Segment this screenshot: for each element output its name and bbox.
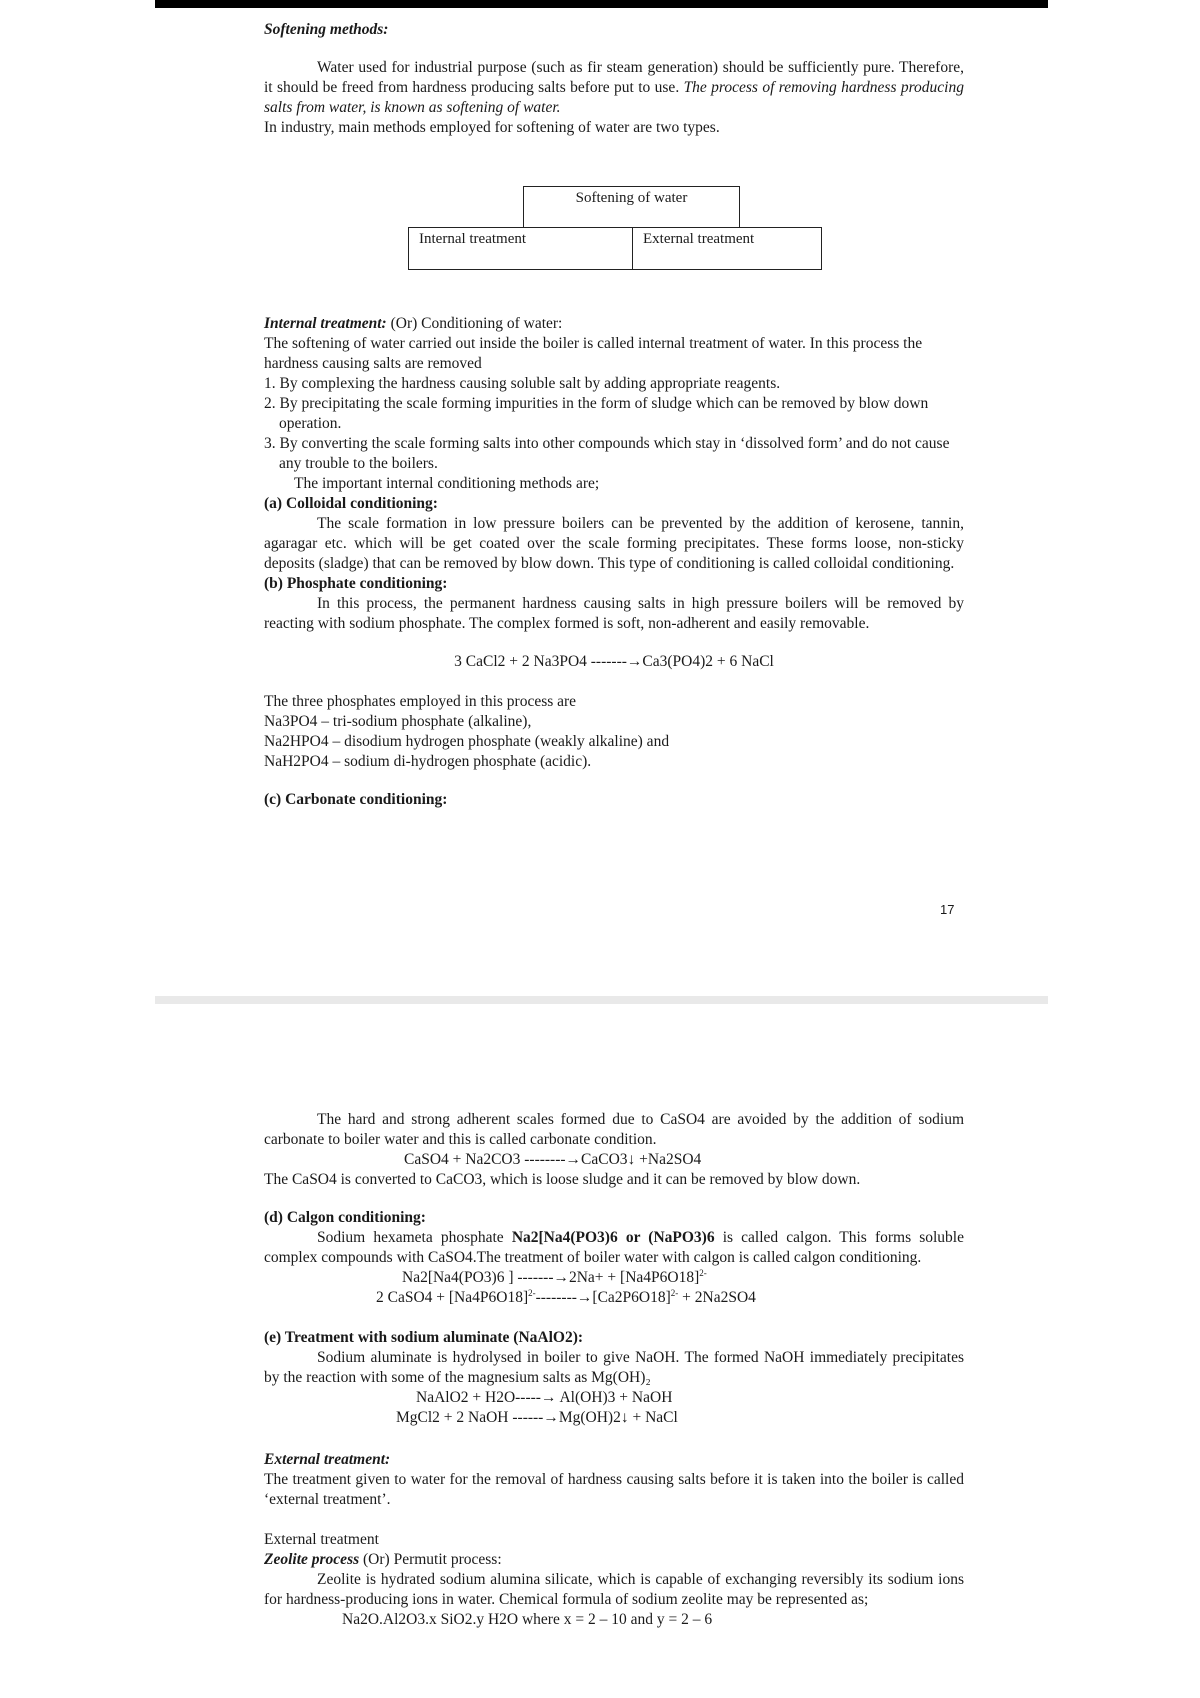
list-item: 2. By precipitating the scale forming impurities in the form of sludge which can be removed by blow down operation.: [264, 395, 929, 432]
diagram-right-label: External treatment: [643, 231, 755, 247]
external-body: The treatment given to water for the removal of hardness causing salts before it is taken into the boiler is called ‘external treatment’.: [264, 1471, 964, 1508]
carbonate-title: (c) Carbonate conditioning:: [264, 791, 448, 808]
methods-intro: The important internal conditioning methods are;: [294, 475, 600, 492]
calgon-equation-2: [264, 1288, 964, 1308]
internal-title: Internal treatment:: [264, 315, 387, 332]
external-title: External treatment:: [264, 1451, 391, 1468]
intro-types: In industry, main methods employed for softening of water are two types.: [264, 119, 720, 136]
zeolite-title-rest: (Or) Permutit process:: [359, 1551, 502, 1568]
calgon-eq2-a: 2 CaSO4 + [Na4P6O18]: [376, 1289, 529, 1306]
phosphate-types-intro: The three phosphates employed in this process are: [264, 693, 577, 710]
aluminate-title: (e) Treatment with sodium aluminate (NaAlO2):: [264, 1329, 584, 1346]
carbonate-equation: CaSO4 + Na2CO3 --------→CaCO3↓ +Na2SO4: [404, 1151, 702, 1168]
phosphate-type: NaH2PO4 – sodium di-hydrogen phosphate (acidic).: [264, 753, 592, 770]
list-item: 3. By converting the scale forming salts into other compounds which stay in ‘dissolved form’ and do not cause any trouble to the boilers.: [264, 435, 950, 472]
section-title: Softening methods:: [264, 21, 389, 38]
internal-heading: [264, 314, 964, 334]
diagram-left-label: Internal treatment: [419, 231, 527, 247]
phosphate-equation: 3 CaCl2 + 2 Na3PO4 -------→Ca3(PO4)2 + 6 NaCl: [454, 653, 774, 670]
calgon-eq2-charge-1: 2-: [528, 1287, 536, 1298]
phosphate-title: (b) Phosphate conditioning:: [264, 575, 448, 592]
calgon-equation-1: [264, 1268, 964, 1288]
aluminate-body: Sodium aluminate is hydrolysed in boiler to give NaOH. The formed NaOH immediately precipitates by the reaction with some of the magnesium salts as Mg(OH)₂: [264, 1349, 964, 1386]
phosphate-body: In this process, the permanent hardness causing salts in high pressure boilers will be removed by reacting with sodium phosphate. The complex formed is soft, non-adherent and easily removable.: [264, 595, 964, 632]
page-top-border: [155, 0, 1048, 8]
list-item: 1. By complexing the hardness causing soluble salt by adding appropriate reagents.: [264, 375, 781, 392]
carbonate-body: The hard and strong adherent scales formed due to CaSO4 are avoided by the addition of sodium carbonate to boiler water and this is called carbonate condition.: [264, 1111, 964, 1148]
calgon-eq1-main: Na2[Na4(PO3)6 ] -------→2Na+ + [Na4P6O18]: [402, 1269, 700, 1286]
softening-section: [264, 20, 964, 138]
colloidal-body: The scale formation in low pressure boilers can be prevented by the addition of kerosene, tannin, agaragar etc. which will be get coated over the scale forming precipitates. These forms loose, non-sticky deposits (sladge) that can be removed by blow down. This type of conditioning is called colloidal conditioning.: [264, 515, 964, 572]
page-number: 17: [940, 902, 955, 917]
external-subhead: External treatment: [264, 1531, 379, 1548]
aluminate-equation-1: NaAlO2 + H2O-----→ Al(OH)3 + NaOH: [416, 1389, 673, 1406]
diagram-right-box: [632, 227, 822, 270]
page-separator: [155, 996, 1048, 1004]
carbonate-section: [264, 1110, 964, 1630]
calgon-eq2-b: --------→[Ca2P6O18]: [535, 1289, 671, 1306]
internal-treatment-section: [264, 314, 964, 810]
intro-definition: The process of removing hardness producing salts from water, is known as softening of water.: [264, 79, 964, 116]
calgon-body-start: Sodium hexameta phosphate: [317, 1229, 512, 1246]
intro-paragraph: [264, 58, 964, 118]
internal-definition: The softening of water carried out inside the boiler is called internal treatment of water. In this process the hardness causing salts are removed: [264, 335, 923, 372]
calgon-body: [264, 1228, 964, 1268]
calgon-body-end: is called calgon. This forms soluble complex compounds with CaSO4.The treatment of boiler water with calgon is called calgon conditioning.: [264, 1229, 964, 1266]
colloidal-title: (a) Colloidal conditioning:: [264, 495, 438, 512]
calgon-eq1-charge: 2-: [699, 1267, 707, 1278]
diagram-top-box: [523, 186, 740, 228]
zeolite-heading: [264, 1550, 964, 1570]
internal-title-rest: (Or) Conditioning of water:: [386, 315, 563, 332]
zeolite-title: Zeolite process: [264, 1551, 360, 1568]
intro-text: Water used for industrial purpose (such as fir steam generation) should be sufficiently pure. Therefore, it should be freed from hardness producing salts before put to use.: [264, 59, 964, 96]
phosphate-type: Na2HPO4 – disodium hydrogen phosphate (weakly alkaline) and: [264, 733, 670, 750]
zeolite-body: Zeolite is hydrated sodium alumina silicate, which is capable of exchanging reversibly its sodium ions for hardness-producing ions in water. Chemical formula of sodium zeolite may be represented as;: [264, 1571, 964, 1608]
diagram-top-label: Softening of water: [575, 190, 688, 206]
diagram-left-box: [408, 227, 633, 270]
carbonate-after: The CaSO4 is converted to CaCO3, which is loose sludge and it can be removed by blow down.: [264, 1171, 861, 1188]
calgon-eq2-c: + 2Na2SO4: [678, 1289, 756, 1306]
aluminate-equation-2: MgCl2 + 2 NaOH ------→Mg(OH)2↓ + NaCl: [396, 1409, 678, 1426]
zeolite-formula: Na2O.Al2O3.x SiO2.y H2O where x = 2 – 10 and y = 2 – 6: [342, 1611, 713, 1628]
calgon-title: (d) Calgon conditioning:: [264, 1209, 426, 1226]
calgon-eq2-charge-2: 2-: [670, 1287, 679, 1298]
phosphate-type: Na3PO4 – tri-sodium phosphate (alkaline),: [264, 713, 532, 730]
calgon-formula: Na2[Na4(PO3)6 or (NaPO3)6: [511, 1229, 715, 1246]
